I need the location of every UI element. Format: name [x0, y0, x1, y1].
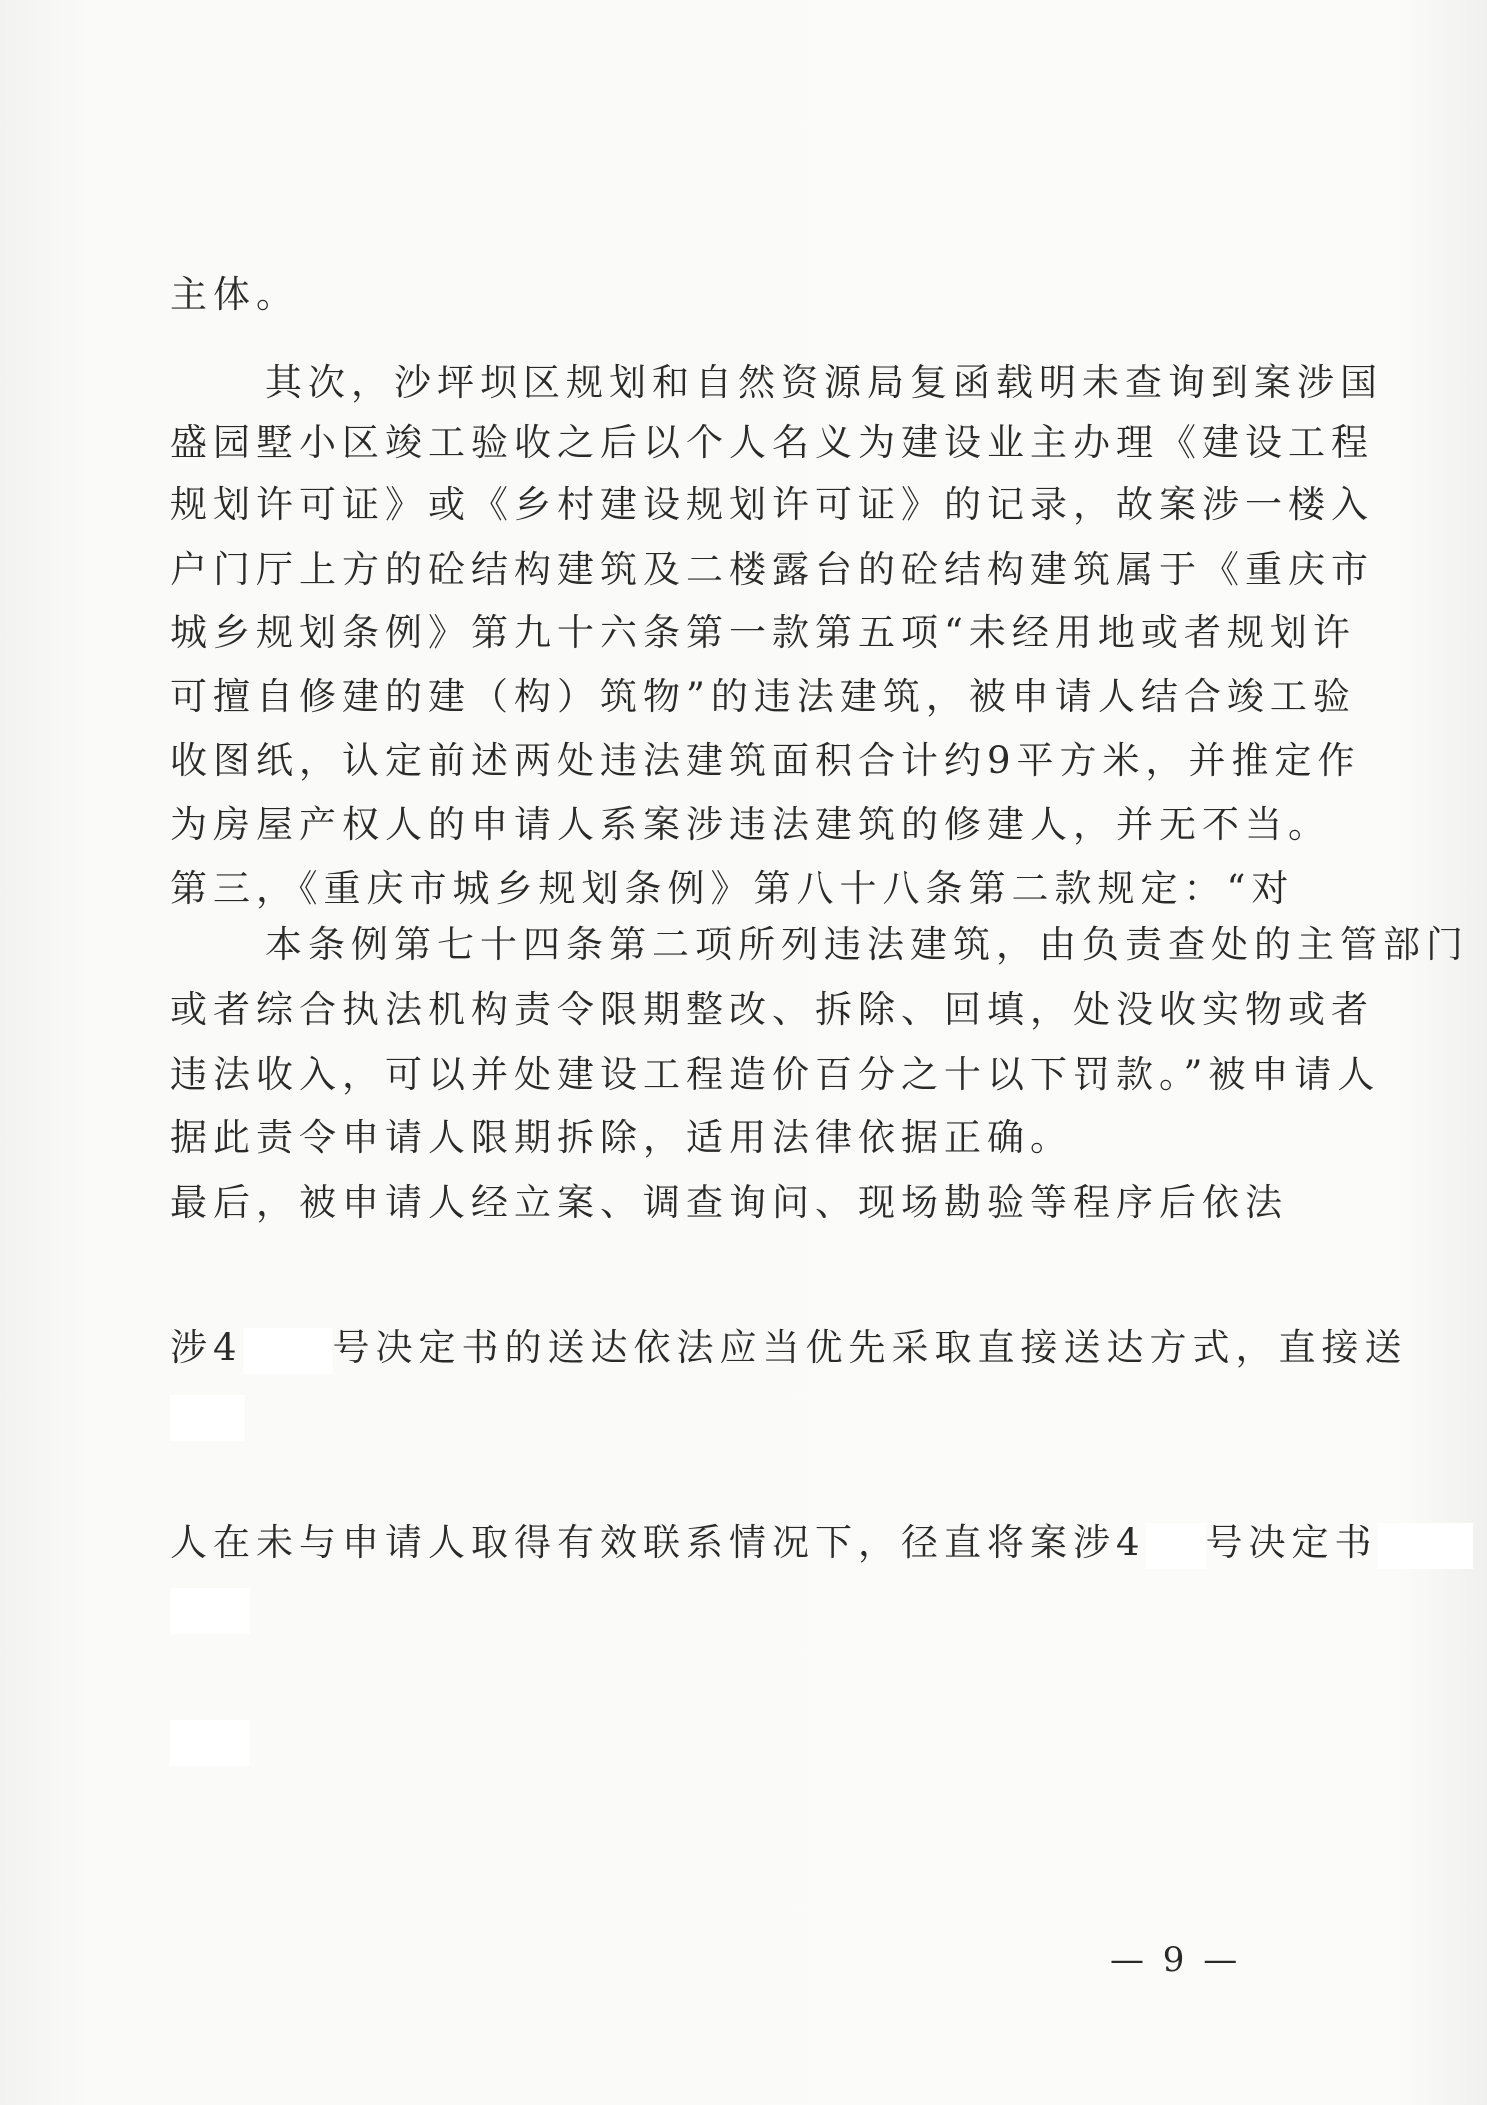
- text-line: 据此责令申请人限期拆除，适用法律依据正确。: [170, 1116, 1073, 1159]
- text-line-redacted: [170, 1715, 1320, 1766]
- redaction-box: [1378, 1523, 1418, 1569]
- redaction-box: [170, 1720, 250, 1766]
- redaction-box: [1418, 1523, 1473, 1569]
- text-line: 主体。: [170, 273, 299, 316]
- text-line: 违法收入，可以并处建设工程造价百分之十以下罚款。”被申请人: [170, 1053, 1381, 1096]
- text-line-redacted: [170, 1390, 1320, 1441]
- text-fragment: 号决定书: [1205, 1521, 1378, 1564]
- text-line: 规划许可证》或《乡村建设规划许可证》的记录，故案涉一楼入: [170, 483, 1374, 526]
- text-line-redacted: [170, 1583, 1320, 1634]
- redaction-box: [170, 1588, 250, 1634]
- text-fragment: 涉4: [170, 1326, 243, 1369]
- text-line: 最后，被申请人经立案、调查询问、现场勘验等程序后依法: [170, 1181, 1288, 1224]
- text-fragment: 号决定书的送达依法应当优先采取直接送达方式，直接送: [332, 1326, 1408, 1369]
- text-line-redacted: [170, 1518, 1378, 1569]
- text-line: 盛园墅小区竣工验收之后以个人名义为建设业主办理《建设工程: [170, 421, 1374, 464]
- redaction-box: [1146, 1523, 1206, 1569]
- text-line: 户门厅上方的砼结构建筑及二楼露台的砼结构建筑属于《重庆市: [170, 548, 1374, 591]
- text-line: 第三，《重庆市城乡规划条例》第八十八条第二款规定：“对: [170, 867, 1295, 910]
- text-line: 其次，沙坪坝区规划和自然资源局复函载明未查询到案涉国: [265, 361, 1383, 404]
- text-line: 或者综合执法机构责令限期整改、拆除、回填，处没收实物或者: [170, 988, 1374, 1031]
- text-line: 为房屋产权人的申请人系案涉违法建筑的修建人，并无不当。: [170, 803, 1331, 846]
- text-fragment: 人在未与申请人取得有效联系情况下，径直将案涉4: [170, 1521, 1146, 1564]
- page-number: — 9 —: [1110, 1940, 1242, 1980]
- text-line: 可擅自修建的建（构）筑物”的违法建筑，被申请人结合竣工验: [170, 675, 1356, 718]
- text-line: 城乡规划条例》第九十六条第一款第五项“未经用地或者规划许: [170, 611, 1356, 654]
- text-line: 收图纸，认定前述两处违法建筑面积合计约9平方米，并推定作: [170, 739, 1361, 782]
- text-line: 本条例第七十四条第二项所列违法建筑，由负责查处的主管部门: [265, 923, 1469, 966]
- text-line-redacted: [170, 1323, 1408, 1374]
- redaction-box: [243, 1328, 333, 1374]
- redaction-box: [170, 1395, 245, 1441]
